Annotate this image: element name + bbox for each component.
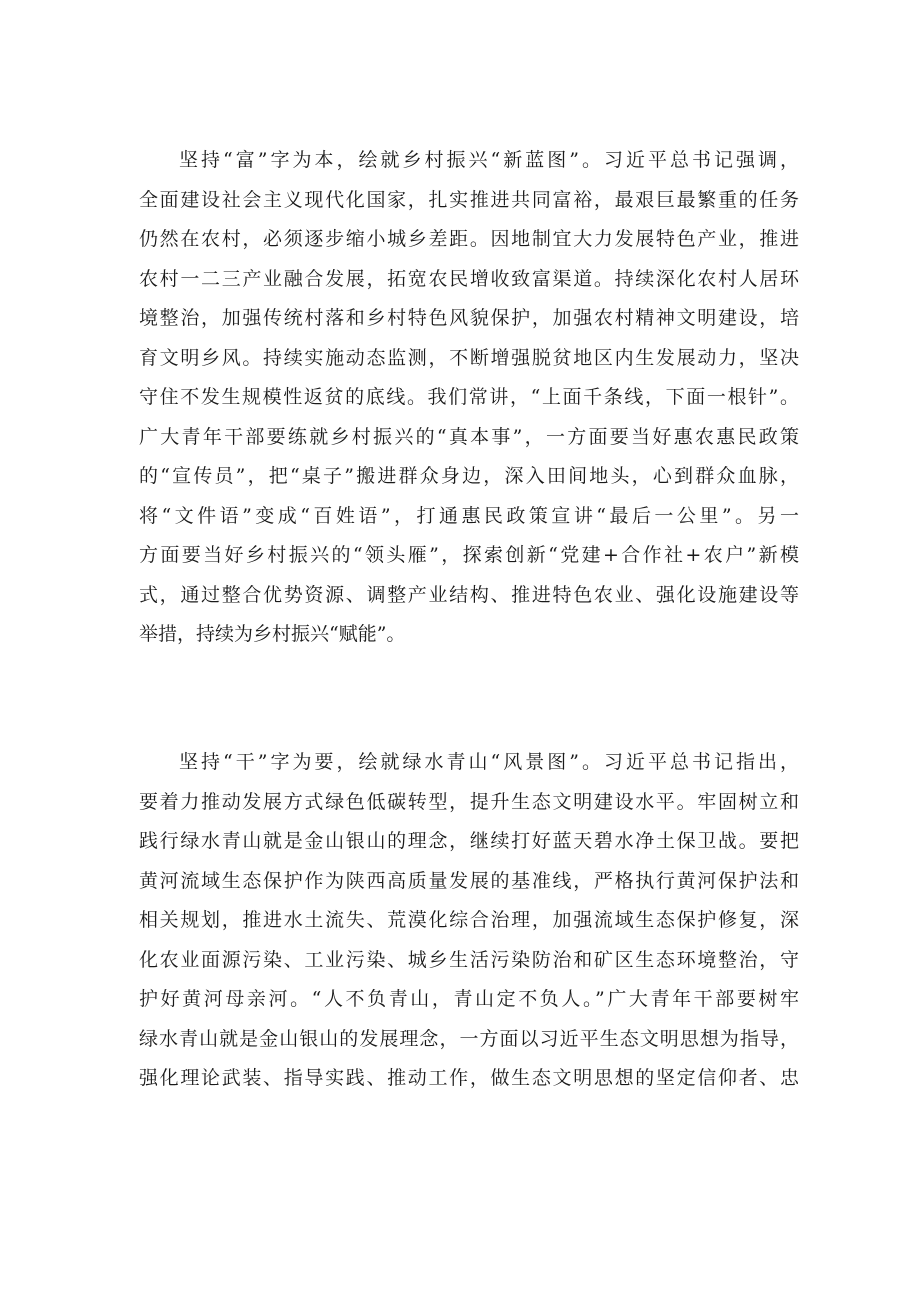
paragraph-line: 坚持“富”字为本，绘就乡村振兴“新蓝图”。习近平总书记强调，	[179, 149, 799, 171]
paragraph-line: 式，通过整合优势资源、调整产业结构、推进特色农业、强化设施建设等	[139, 583, 799, 606]
paragraph-line: 育文明乡风。持续实施动态监测，不断增强脱贫地区内生发展动力，坚决	[139, 346, 799, 369]
paragraph-line: 强化理论武装、指导实践、推动工作，做生态文明思想的坚定信仰者、忠	[139, 1067, 799, 1089]
paragraph-line: 将“文件语”变成“百姓语”，打通惠民政策宣讲“最后一公里”。另一	[139, 504, 799, 527]
paragraph-line: 的“宣传员”，把“桌子”搬进群众身边，深入田间地头，心到群众血脉，	[139, 465, 799, 487]
paragraph-line: 黄河流域生态保护作为陕西高质量发展的基准线，严格执行黄河保护法和	[139, 869, 799, 892]
paragraph-line: 广大青年干部要练就乡村振兴的“真本事”，一方面要当好惠农惠民政策	[139, 425, 799, 448]
paragraph-line: 举措，持续为乡村振兴“赋能”。	[139, 623, 406, 645]
paragraph-line: 相关规划，推进水土流失、荒漠化综合治理，加强流域生态保护修复，深	[139, 909, 799, 931]
paragraph-line: 要着力推动发展方式绿色低碳转型，提升生态文明建设水平。牢固树立和	[139, 790, 799, 813]
paragraph-line: 守住不发生规模性返贫的底线。我们常讲，“上面千条线，下面一根针”。	[139, 386, 799, 408]
paragraph-line: 方面要当好乡村振兴的“领头雁”，探索创新“党建+合作社+农户”新模	[139, 544, 799, 566]
paragraph-line: 化农业面源污染、工业污染、城乡生活污染防治和矿区生态环境整治，守	[139, 948, 799, 971]
paragraph-line: 全面建设社会主义现代化国家，扎实推进共同富裕，最艰巨最繁重的任务	[139, 188, 799, 211]
paragraph-line: 践行绿水青山就是金山银山的理念，继续打好蓝天碧水净土保卫战。要把	[139, 830, 799, 852]
paragraph-line: 护好黄河母亲河。“人不负青山，青山定不负人。”广大青年干部要树牢	[139, 988, 799, 1010]
paragraph-green-mountains	[139, 743, 799, 1099]
paragraph-line: 绿水青山就是金山银山的发展理念，一方面以习近平生态文明思想为指导，	[139, 1027, 799, 1050]
paragraph-line: 农村一二三产业融合发展，拓宽农民增收致富渠道。持续深化农村人居环	[139, 267, 799, 290]
paragraph-line: 坚持“干”字为要，绘就绿水青山“风景图”。习近平总书记指出，	[179, 751, 799, 773]
paragraph-line: 境整治，加强传统村落和乡村特色风貌保护，加强农村精神文明建设，培	[139, 307, 799, 329]
paragraph-rural-revitalization	[139, 141, 799, 655]
paragraph-line: 仍然在农村，必须逐步缩小城乡差距。因地制宜大力发展特色产业，推进	[139, 228, 799, 250]
